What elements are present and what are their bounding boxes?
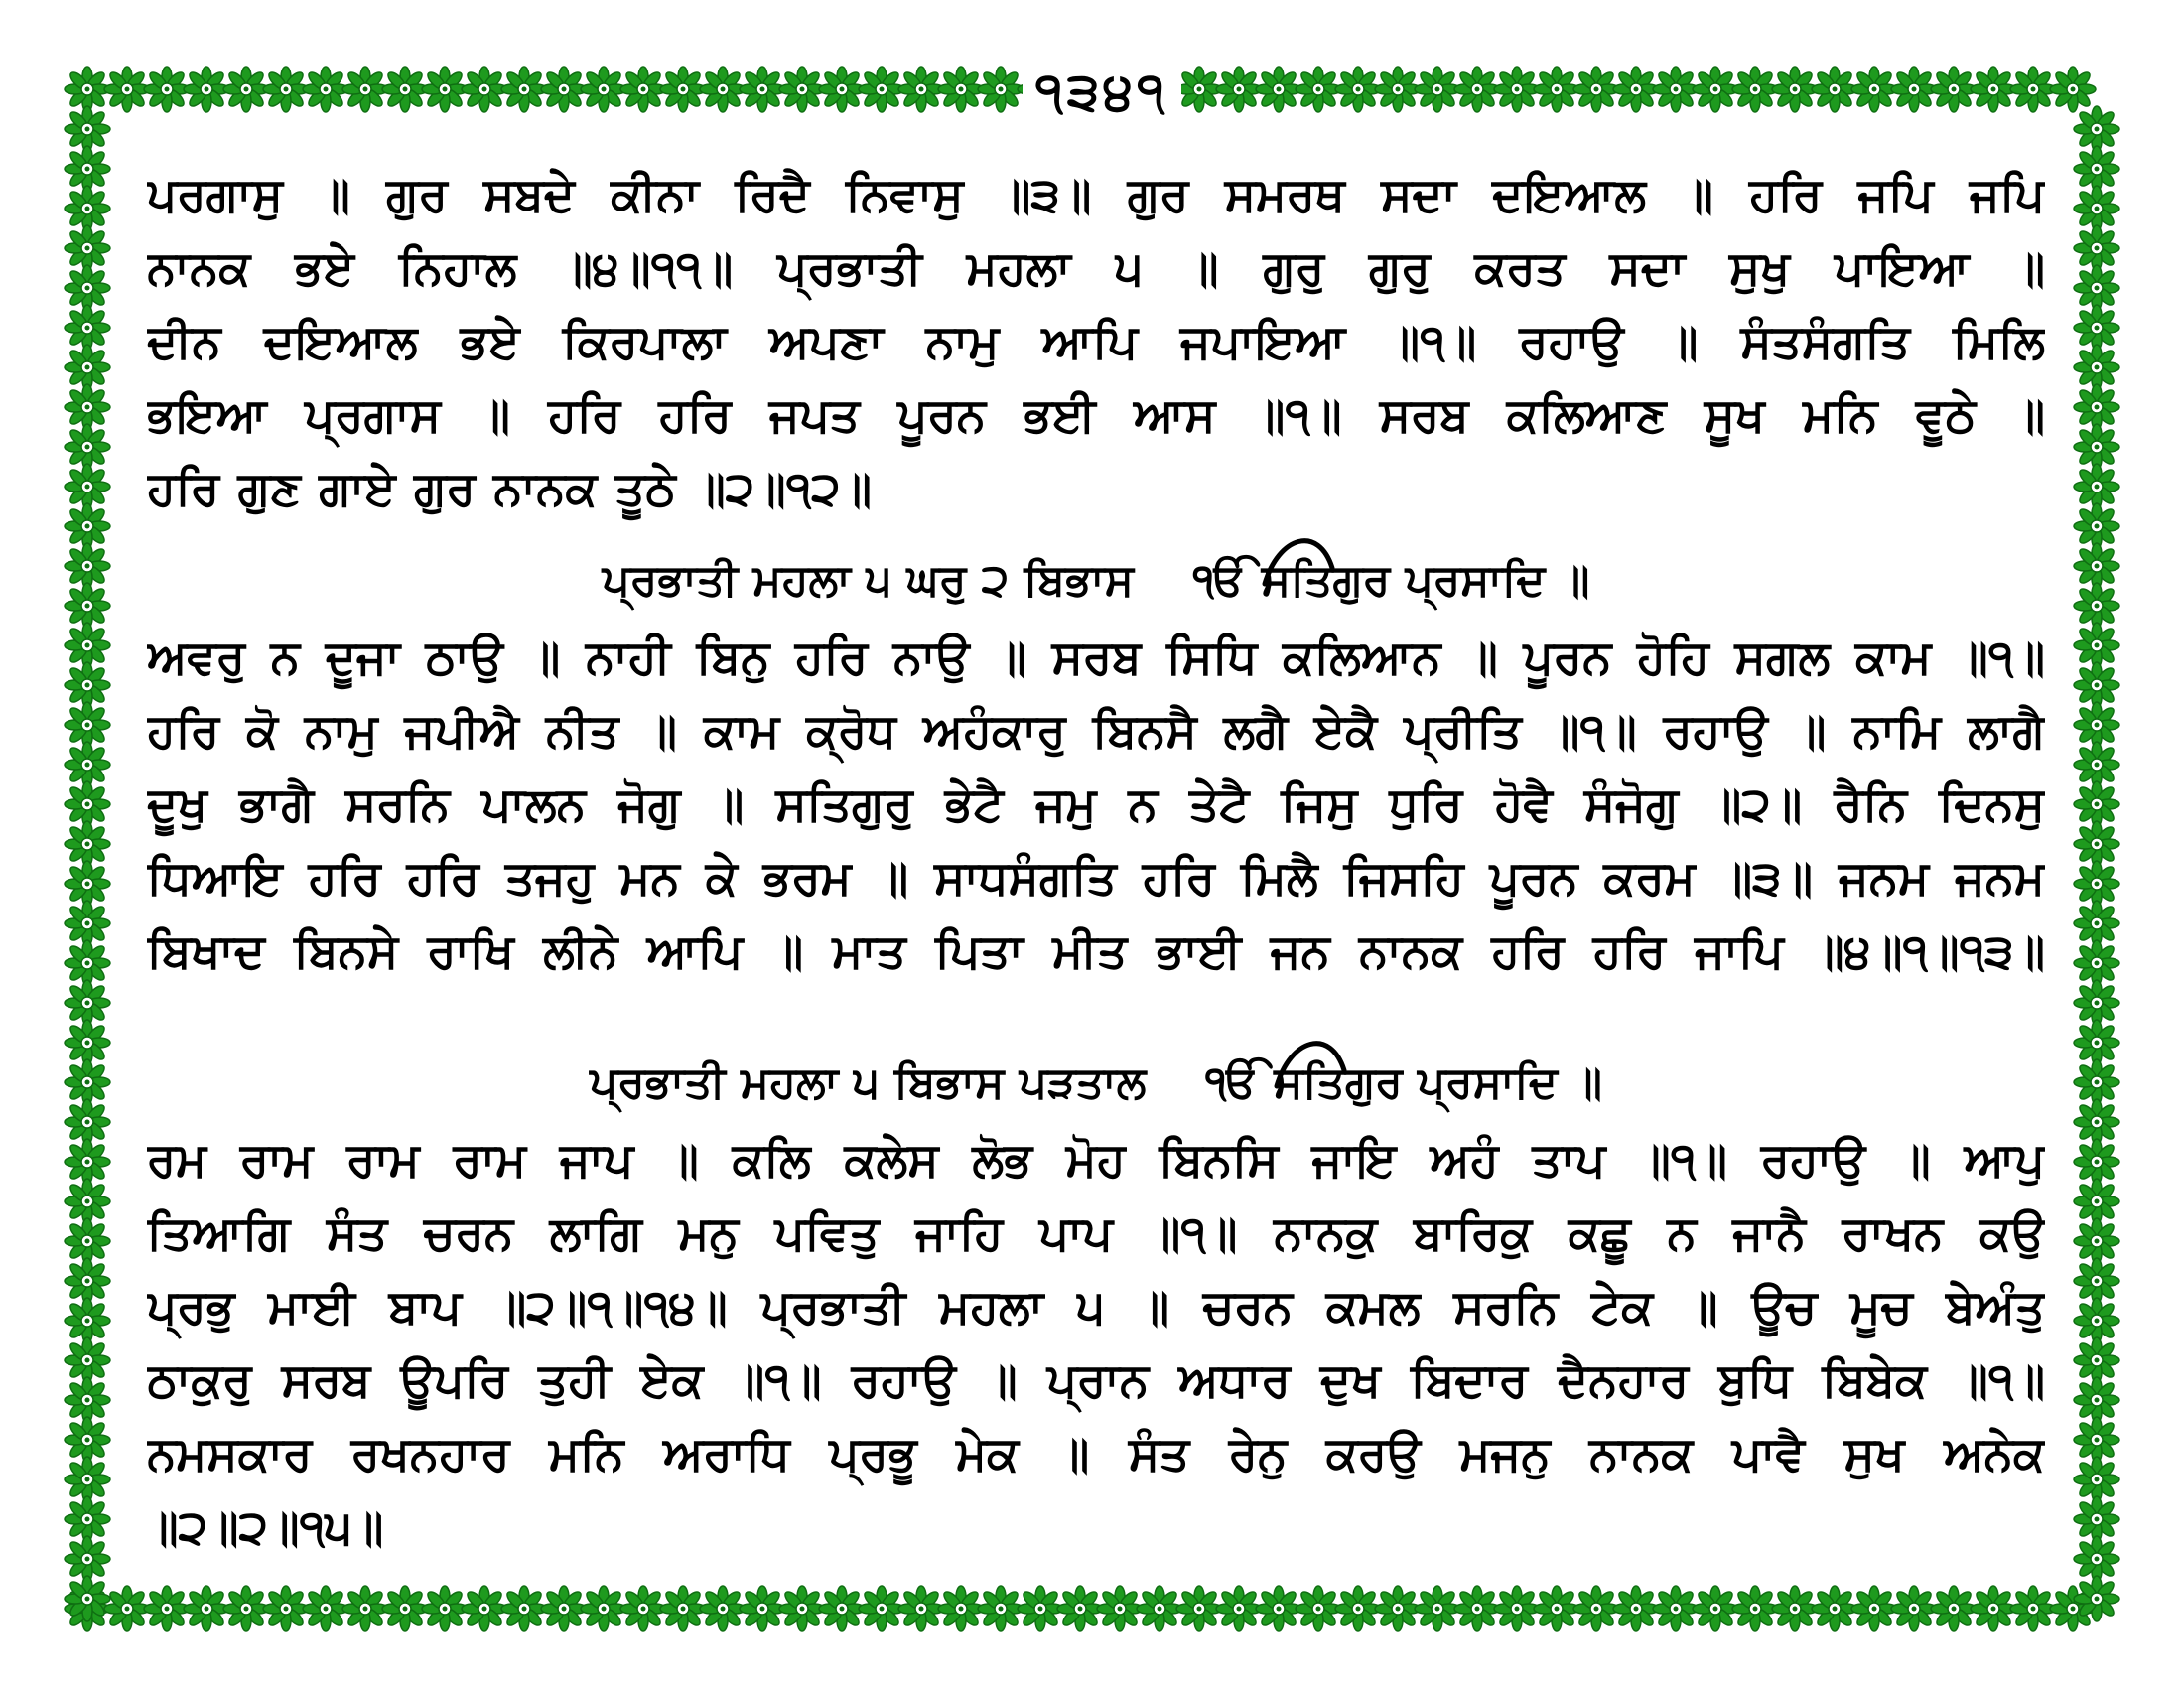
text-line: ਅਵਰੁ ਨ ਦੂਜਾ ਠਾਉ ॥ ਨਾਹੀ ਬਿਨੁ ਹਰਿ ਨਾਉ ॥ ਸਰਬ ਸਿਧਿ ਕਲਿਆਨ ॥ ਪੂਰਨ ਹੋਹਿ ਸਗਲ ਕਾਮ ॥੧॥ xyxy=(147,631,2045,685)
flower-border-icon xyxy=(1573,1586,1619,1631)
flower-border-icon xyxy=(2074,1337,2119,1383)
section-heading xyxy=(147,1029,2045,1124)
flower-border-icon xyxy=(819,1586,865,1631)
flower-border-icon xyxy=(1534,67,1579,112)
flower-border-icon xyxy=(1534,1586,1579,1631)
flower-border-icon xyxy=(581,67,626,112)
flower-border-icon xyxy=(660,67,706,112)
flower-border-icon xyxy=(144,67,190,112)
flower-border-icon xyxy=(2074,1417,2119,1463)
flower-border-icon xyxy=(1494,67,1540,112)
flower-border-icon xyxy=(2074,464,2119,509)
flower-border-icon xyxy=(501,1586,547,1631)
flower-border-icon xyxy=(65,345,110,390)
flower-border-icon xyxy=(700,67,746,112)
flower-border-icon xyxy=(2074,702,2119,748)
flower-border-icon xyxy=(65,67,110,112)
flower-border-icon xyxy=(144,1586,190,1631)
flower-border-icon xyxy=(2074,384,2119,430)
flower-border-icon xyxy=(223,67,269,112)
flower-border-icon xyxy=(65,702,110,748)
flower-border-icon xyxy=(2010,67,2056,112)
flower-border-icon xyxy=(65,384,110,430)
flower-border-icon xyxy=(1415,67,1460,112)
flower-border-icon xyxy=(65,1020,110,1065)
flower-border-icon xyxy=(740,67,785,112)
flower-border-icon xyxy=(65,424,110,470)
flower-border-icon xyxy=(541,1586,587,1631)
flower-border-icon xyxy=(1335,67,1381,112)
flower-border-icon xyxy=(1018,1586,1063,1631)
flower-border-icon xyxy=(1057,1586,1103,1631)
flower-border-icon xyxy=(65,1536,110,1582)
flower-border-icon xyxy=(1494,1586,1540,1631)
flower-border-icon xyxy=(65,1457,110,1502)
flower-border-icon xyxy=(2074,305,2119,351)
flower-border-icon xyxy=(65,623,110,668)
flower-border-icon xyxy=(1732,1586,1778,1631)
flower-border-icon xyxy=(65,821,110,867)
flower-border-icon xyxy=(1772,67,1818,112)
flower-border-icon xyxy=(2074,861,2119,907)
flower-border-icon xyxy=(422,67,468,112)
flower-border-icon xyxy=(65,1337,110,1383)
flower-border-icon xyxy=(1256,67,1301,112)
flower-border-icon xyxy=(2074,901,2119,946)
flower-border-icon xyxy=(1256,1586,1301,1631)
flower-border-icon xyxy=(501,67,547,112)
flower-border-icon xyxy=(65,1377,110,1423)
flower-border-icon xyxy=(65,1417,110,1463)
flower-border-icon xyxy=(2074,1020,2119,1065)
flower-border-icon xyxy=(184,1586,229,1631)
flower-border-icon xyxy=(859,67,904,112)
flower-border-icon xyxy=(1176,1586,1222,1631)
flower-border-icon xyxy=(1732,67,1778,112)
text-line: ਠਾਕੁਰੁ ਸਰਬ ਊਪਰਿ ਤੁਹੀ ਏਕ ॥੧॥ ਰਹਾਉ ॥ ਪ੍ਰਾਨ ਅਧਾਰ ਦੁਖ ਬਿਦਾਰ ਦੈਨਹਾਰ ਬੁਧਿ ਬਿਬੇਕ ॥੧॥ xyxy=(147,1353,2045,1408)
flower-border-icon xyxy=(65,1179,110,1224)
flower-border-icon xyxy=(1693,67,1738,112)
flower-border-icon xyxy=(2074,1139,2119,1185)
heading-title: ਪ੍ਰਭਾਤੀ ਮਹਲਾ ੫ ਬਿਭਾਸ ਪੜਤਾਲ xyxy=(590,1057,1147,1108)
text-line: ॥੨॥੨॥੧੫॥ xyxy=(147,1500,384,1555)
flower-border-icon xyxy=(1216,67,1262,112)
flower-border-icon xyxy=(2074,265,2119,311)
flower-border-icon xyxy=(1613,67,1659,112)
flower-border-icon xyxy=(1891,67,1937,112)
flower-border-icon xyxy=(1971,1586,2016,1631)
flower-border-icon xyxy=(898,67,944,112)
flower-border-icon xyxy=(2074,503,2119,549)
flower-border-icon xyxy=(2074,106,2119,152)
flower-border-icon xyxy=(1454,1586,1500,1631)
flower-border-icon xyxy=(65,742,110,787)
flower-border-icon xyxy=(2074,345,2119,390)
flower-border-icon xyxy=(938,1586,984,1631)
flower-border-icon xyxy=(2074,1258,2119,1304)
flower-border-icon xyxy=(581,1586,626,1631)
flower-border-icon xyxy=(1097,1586,1143,1631)
flower-border-icon xyxy=(2074,1298,2119,1343)
flower-border-icon xyxy=(65,1059,110,1105)
text-line: ਨਮਸਕਾਰ ਰਖਨਹਾਰ ਮਨਿ ਅਰਾਧਿ ਪ੍ਰਭੂ ਮੇਕ ॥ ਸੰਤ ਰੇਨੁ ਕਰਉ ਮਜਨੁ ਨਾਨਕ ਪਾਵੈ ਸੁਖ ਅਨੇਕ xyxy=(147,1427,2045,1481)
flower-border-icon xyxy=(2074,1377,2119,1423)
flower-border-icon xyxy=(1772,1586,1818,1631)
flower-border-icon xyxy=(462,67,507,112)
text-line: ਹਰਿ ਕੋ ਨਾਮੁ ਜਪੀਐ ਨੀਤ ॥ ਕਾਮ ਕ੍ਰੋਧ ਅਹੰਕਾਰੁ ਬਿਨਸੈ ਲਗੈ ਏਕੈ ਪ੍ਰੀਤਿ ॥੧॥ ਰਹਾਉ ॥ ਨਾਮਿ ਲਾਗੈ xyxy=(147,704,2045,759)
flower-border-icon xyxy=(620,1586,666,1631)
flower-border-icon xyxy=(859,1586,904,1631)
flower-border-icon xyxy=(1375,67,1421,112)
flower-border-icon xyxy=(2074,1457,2119,1502)
flower-border-icon xyxy=(1176,67,1222,112)
flower-border-icon xyxy=(65,1298,110,1343)
flower-border-icon xyxy=(2074,662,2119,708)
text-line: ਨਾਨਕ ਭਏ ਨਿਹਾਲ ॥੪॥੧੧॥ ਪ੍ਰਭਾਤੀ ਮਹਲਾ ੫ ॥ ਗੁਰੁ ਗੁਰੁ ਕਰਤ ਸਦਾ ਸੁਖੁ ਪਾਇਆ ॥ xyxy=(147,241,2045,296)
flower-border-icon xyxy=(65,464,110,509)
flower-border-icon xyxy=(2074,1099,2119,1145)
flower-border-icon xyxy=(1613,1586,1659,1631)
flower-border-icon xyxy=(1653,67,1699,112)
flower-border-icon xyxy=(978,67,1024,112)
flower-border-icon xyxy=(303,67,348,112)
flower-border-icon xyxy=(65,1258,110,1304)
flower-border-icon xyxy=(342,1586,388,1631)
flower-border-icon xyxy=(2074,1179,2119,1224)
flower-border-icon xyxy=(1296,1586,1341,1631)
flower-border-icon xyxy=(2074,225,2119,271)
flower-border-icon xyxy=(1573,67,1619,112)
flower-border-icon xyxy=(104,1586,150,1631)
flower-border-icon xyxy=(342,67,388,112)
flower-border-icon xyxy=(2074,742,2119,787)
flower-border-icon xyxy=(1971,67,2016,112)
flower-border-icon xyxy=(65,1576,110,1621)
text-line: ਪਰਗਾਸੁ ॥ ਗੁਰ ਸਬਦੇ ਕੀਨਾ ਰਿਦੈ ਨਿਵਾਸੁ ॥੩॥ ਗੁਰ ਸਮਰਥ ਸਦਾ ਦਇਆਲ ॥ ਹਰਿ ਜਪਿ ਜਪਿ xyxy=(147,168,2045,222)
flower-border-icon xyxy=(2074,1496,2119,1542)
flower-border-icon xyxy=(819,67,865,112)
flower-border-icon xyxy=(541,67,587,112)
ik-onkar-arc-icon xyxy=(1271,1031,1350,1090)
text-line: ਬਿਖਾਦ ਬਿਨਸੇ ਰਾਖਿ ਲੀਨੇ ਆਪਿ ॥ ਮਾਤ ਪਿਤਾ ਮੀਤ ਭਾਈ ਜਨ ਨਾਨਕ ਹਰਿ ਹਰਿ ਜਾਪਿ ॥੪॥੧॥੧੩॥ xyxy=(147,924,2045,979)
text-line: ਪ੍ਰਭੁ ਮਾਈ ਬਾਪ ॥੨॥੧॥੧੪॥ ਪ੍ਰਭਾਤੀ ਮਹਲਾ ੫ ॥ ਚਰਨ ਕਮਲ ਸਰਨਿ ਟੇਕ ॥ ਊਚ ਮੂਚ ਬੇਅੰਤੁ xyxy=(147,1280,2045,1335)
flower-border-icon xyxy=(422,1586,468,1631)
flower-border-icon xyxy=(2074,1536,2119,1582)
scripture-body xyxy=(147,159,2045,1565)
flower-border-icon xyxy=(65,1218,110,1264)
flower-border-icon xyxy=(303,1586,348,1631)
flower-border-icon xyxy=(620,67,666,112)
flower-border-icon xyxy=(2074,146,2119,192)
text-line: ਹਰਿ ਗੁਣ ਗਾਏ ਗੁਰ ਨਾਨਕ ਤੂਠੇ ॥੨॥੧੨॥ xyxy=(147,462,873,516)
flower-border-icon xyxy=(2074,1576,2119,1621)
invocation: ੴ ਸਤਿਗੁਰ ਪ੍ਰਸਾਦਿ ॥ xyxy=(1193,526,1590,635)
flower-border-icon xyxy=(65,106,110,152)
flower-border-icon xyxy=(2074,980,2119,1026)
flower-border-icon xyxy=(2050,67,2096,112)
flower-border-icon xyxy=(65,265,110,311)
text-line: ਤਿਆਗਿ ਸੰਤ ਚਰਨ ਲਾਗਿ ਮਨੁ ਪਵਿਤੁ ਜਾਹਿ ਪਾਪ ॥੧॥ ਨਾਨਕੁ ਬਾਰਿਕੁ ਕਛੂ ਨ ਜਾਨੈ ਰਾਖਨ ਕਉ xyxy=(147,1206,2045,1261)
flower-border-icon xyxy=(2074,821,2119,867)
flower-border-icon xyxy=(1851,1586,1897,1631)
flower-border-icon xyxy=(1415,1586,1460,1631)
flower-border-icon xyxy=(65,861,110,907)
heading-title: ਪ੍ਰਭਾਤੀ ਮਹਲਾ ੫ ਘਰੁ ੨ ਬਿਭਾਸ xyxy=(602,555,1134,606)
flower-border-icon xyxy=(660,1586,706,1631)
flower-border-icon xyxy=(1335,1586,1381,1631)
page-number: ੧੩੪੧ xyxy=(1023,48,1181,137)
flower-border-icon xyxy=(779,67,825,112)
flower-border-icon xyxy=(1891,1586,1937,1631)
flower-border-icon xyxy=(65,1496,110,1542)
flower-border-icon xyxy=(2074,186,2119,231)
text-line: ਰਮ ਰਾਮ ਰਾਮ ਰਾਮ ਜਾਪ ॥ ਕਲਿ ਕਲੇਸ ਲੋਭ ਮੋਹ ਬਿਨਸਿ ਜਾਇ ਅਹੰ ਤਾਪ ॥੧॥ ਰਹਾਉ ॥ ਆਪੁ xyxy=(147,1133,2045,1188)
flower-border-icon xyxy=(65,146,110,192)
flower-border-icon xyxy=(65,1139,110,1185)
text-line: ਦੂਖੁ ਭਾਗੈ ਸਰਨਿ ਪਾਲਨ ਜੋਗੁ ॥ ਸਤਿਗੁਰੁ ਭੇਟੈ ਜਮੁ ਨ ਤੇਟੈ ਜਿਸੁ ਧੁਰਿ ਹੋਵੈ ਸੰਜੋਗੁ ॥੨॥ ਰੈਨਿ ਦਿਨਸੁ xyxy=(147,777,2045,832)
flower-border-icon xyxy=(978,1586,1024,1631)
flower-border-icon xyxy=(1812,1586,1857,1631)
flower-border-icon xyxy=(263,67,309,112)
flower-border-icon xyxy=(1375,1586,1421,1631)
flower-border-icon xyxy=(2010,1586,2056,1631)
flower-border-icon xyxy=(1137,1586,1182,1631)
flower-border-icon xyxy=(65,225,110,271)
flower-border-icon xyxy=(2074,583,2119,629)
invocation: ੴ ਸਤਿਗੁਰ ਪ੍ਰਸਾਦਿ ॥ xyxy=(1205,1029,1602,1138)
flower-border-icon xyxy=(65,503,110,549)
flower-border-icon xyxy=(2074,1218,2119,1264)
flower-border-icon xyxy=(2074,623,2119,668)
text-line: ਦੀਨ ਦਇਆਲ ਭਏ ਕਿਰਪਾਲਾ ਅਪਣਾ ਨਾਮੁ ਆਪਿ ਜਪਾਇਆ ॥੧॥ ਰਹਾਉ ॥ ਸੰਤਸੰਗਤਿ ਮਿਲਿ xyxy=(147,315,2045,369)
flower-border-icon xyxy=(462,1586,507,1631)
flower-border-icon xyxy=(65,1099,110,1145)
flower-border-icon xyxy=(1454,67,1500,112)
flower-border-icon xyxy=(65,543,110,589)
flower-border-icon xyxy=(1812,67,1857,112)
flower-border-icon xyxy=(2074,424,2119,470)
ik-onkar-arc-icon xyxy=(1259,528,1338,588)
flower-border-icon xyxy=(65,305,110,351)
section-1 xyxy=(147,159,2045,526)
section-2 xyxy=(147,622,2045,989)
flower-border-icon xyxy=(1851,67,1897,112)
flower-border-icon xyxy=(1653,1586,1699,1631)
flower-border-icon xyxy=(2074,1059,2119,1105)
flower-border-icon xyxy=(104,67,150,112)
flower-border-icon xyxy=(700,1586,746,1631)
flower-border-icon xyxy=(938,67,984,112)
flower-border-icon xyxy=(382,67,428,112)
flower-border-icon xyxy=(65,781,110,827)
flower-border-icon xyxy=(65,662,110,708)
section-heading xyxy=(147,526,2045,622)
flower-border-icon xyxy=(2074,940,2119,986)
flower-border-icon xyxy=(2074,781,2119,827)
flower-border-icon xyxy=(223,1586,269,1631)
flower-border-icon xyxy=(184,67,229,112)
flower-border-icon xyxy=(65,940,110,986)
flower-border-icon xyxy=(1296,67,1341,112)
flower-border-icon xyxy=(382,1586,428,1631)
flower-border-icon xyxy=(263,1586,309,1631)
flower-border-icon xyxy=(65,980,110,1026)
text-line: ਧਿਆਇ ਹਰਿ ਹਰਿ ਤਜਹੁ ਮਨ ਕੇ ਭਰਮ ॥ ਸਾਧਸੰਗਤਿ ਹਰਿ ਮਿਲੈ ਜਿਸਹਿ ਪੂਰਨ ਕਰਮ ॥੩॥ ਜਨਮ ਜਨਮ xyxy=(147,851,2045,906)
flower-border-icon xyxy=(779,1586,825,1631)
flower-border-icon xyxy=(1931,1586,1977,1631)
flower-border-icon xyxy=(65,901,110,946)
flower-border-icon xyxy=(1216,1586,1262,1631)
section-3 xyxy=(147,1124,2045,1565)
flower-border-icon xyxy=(898,1586,944,1631)
flower-border-icon xyxy=(740,1586,785,1631)
flower-border-icon xyxy=(65,583,110,629)
flower-border-icon xyxy=(1931,67,1977,112)
text-line: ਭਇਆ ਪ੍ਰਗਾਸ ॥ ਹਰਿ ਹਰਿ ਜਪਤ ਪੂਰਨ ਭਈ ਆਸ ॥੧॥ ਸਰਬ ਕਲਿਆਣ ਸੂਖ ਮਨਿ ਵੂਠੇ ॥ xyxy=(147,388,2045,443)
flower-border-icon xyxy=(2074,543,2119,589)
flower-border-icon xyxy=(1693,1586,1738,1631)
flower-border-icon xyxy=(65,186,110,231)
